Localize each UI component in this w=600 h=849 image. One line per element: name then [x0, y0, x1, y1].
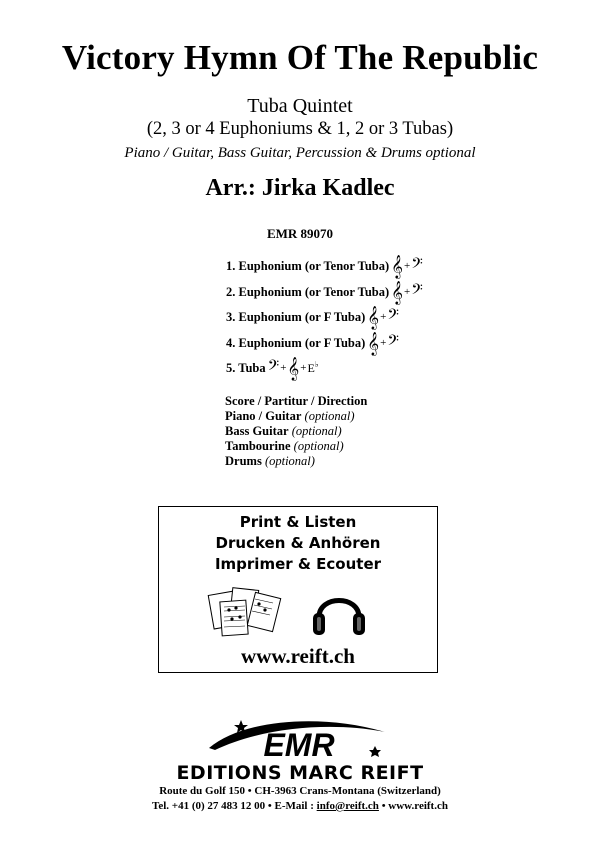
promo-line: Drucken & Anhören [215, 534, 381, 552]
extra-item [225, 439, 344, 454]
website-url[interactable]: www.reift.ch [241, 644, 355, 668]
part-label: 4. Euphonium (or F Tuba) [226, 335, 366, 350]
extra-name: Score / Partitur / Direction [225, 394, 368, 408]
part-item [226, 256, 423, 276]
instrumentation: (2, 3 or 4 Euphoniums & 1, 2 or 3 Tubas) [146, 119, 454, 139]
part-label: 1. Euphonium (or Tenor Tuba) [226, 258, 390, 273]
headphones-icon [309, 583, 369, 641]
svg-text:EMR: EMR [263, 727, 335, 760]
catalog-number: EMR 89070 [266, 226, 334, 241]
part-label: 2. Euphonium (or Tenor Tuba) [226, 284, 390, 299]
treble-clef-icon: 𝄞 [367, 305, 380, 329]
promo-box [158, 506, 438, 673]
extra-item [225, 424, 342, 439]
part-item [226, 282, 423, 302]
extra-name: Piano / Guitar [225, 409, 302, 423]
plus-sign: + [404, 260, 411, 272]
optional-instruments: Piano / Guitar, Bass Guitar, Percussion & Drums optional [124, 145, 476, 161]
contact-phone: Tel. +41 (0) 27 483 12 00 • E-Mail : [152, 800, 317, 812]
bass-clef-icon: 𝄢 [387, 332, 399, 353]
publisher-contact [0, 800, 600, 812]
extra-note: (optional) [264, 454, 315, 468]
extra-name: Bass Guitar [225, 424, 289, 438]
extra-item [225, 394, 367, 409]
extra-name: Tambourine [225, 439, 291, 453]
part-label: 3. Euphonium (or F Tuba) [226, 309, 366, 324]
page-title: Victory Hymn Of The Republic [61, 38, 539, 77]
extra-note: (optional) [304, 409, 355, 423]
part-item [226, 358, 319, 378]
plus-sign: + [380, 337, 387, 349]
part-label: 5. Tuba [226, 360, 266, 375]
extra-note: (optional) [293, 439, 344, 453]
bass-clef-icon: 𝄢 [387, 306, 399, 327]
contact-website: • www.reift.ch [378, 800, 448, 812]
part-item [226, 333, 399, 353]
treble-clef-icon: 𝄞 [391, 254, 403, 278]
extra-name: Drums [225, 454, 262, 468]
extra-item [225, 409, 355, 424]
bass-clef-icon: 𝄢 [411, 255, 423, 276]
plus-sign: + [380, 311, 387, 323]
extra-note: (optional) [291, 424, 342, 438]
plus-sign: + [280, 362, 287, 374]
bass-clef-icon: 𝄢 [411, 281, 423, 302]
arranger: Arr.: Jirka Kadlec [205, 175, 395, 201]
treble-clef-icon: 𝄞 [391, 280, 403, 304]
promo-line: Imprimer & Ecouter [214, 555, 382, 573]
subtitle: Tuba Quintet [247, 95, 353, 117]
bass-clef-icon: 𝄢 [267, 357, 280, 378]
e-flat-icon: E♭ [307, 360, 319, 375]
extra-item [225, 454, 315, 469]
plus-sign: + [300, 362, 307, 374]
sheet-music-icon [207, 583, 285, 639]
plus-sign: + [404, 286, 411, 298]
treble-clef-icon: 𝄞 [367, 331, 380, 355]
publisher-name: EDITIONS MARC REIFT [176, 762, 424, 784]
emr-logo [205, 712, 390, 760]
part-item [226, 307, 399, 327]
publisher-address: Route du Golf 150 • CH-3963 Crans-Montana (Switzerland) [159, 785, 441, 797]
email-link[interactable]: info@reift.ch [316, 800, 379, 812]
promo-line: Print & Listen [239, 513, 357, 531]
treble-clef-icon: 𝄞 [287, 356, 300, 380]
